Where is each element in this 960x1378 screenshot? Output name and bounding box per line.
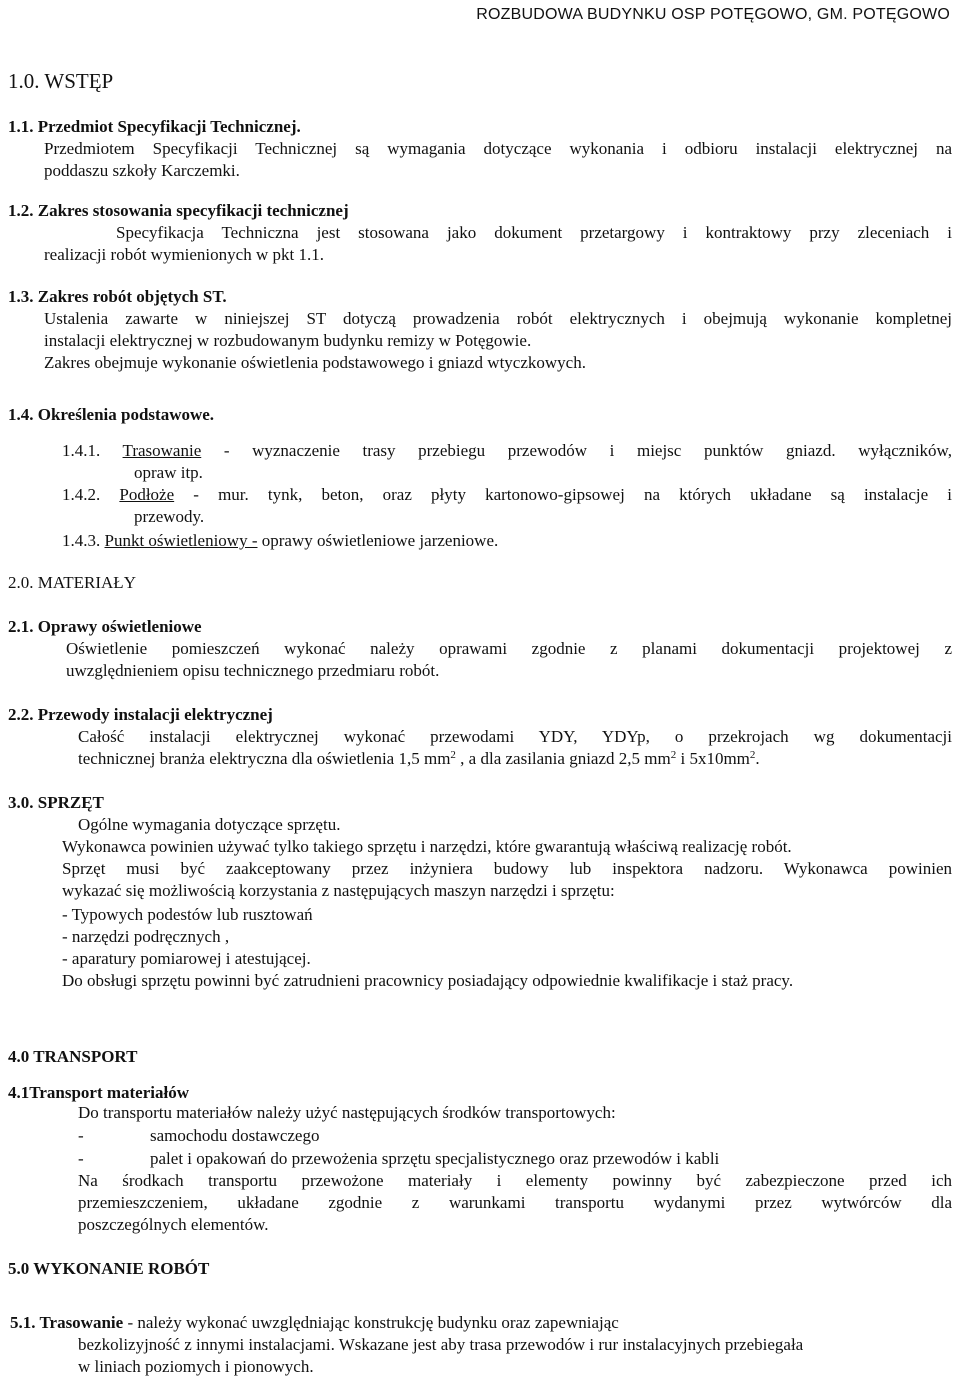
section-4-title: 4.0 TRANSPORT	[8, 1047, 138, 1066]
superscript: 2	[450, 749, 456, 761]
superscript: 2	[749, 749, 756, 761]
section-2-2-text-line: Całość instalacji elektrycznej wykonać przewodami YDY, YDYp, o przekrojach wg dokumentacji	[78, 727, 952, 746]
section-3-text-line: Ogólne wymagania dotyczące sprzętu.	[78, 815, 341, 834]
section-2-1-heading: 2.1. Oprawy oświetleniowe	[8, 617, 202, 636]
section-3-text-line: Wykonawca powinien używać tylko takiego sprzętu i narzędzi, które gwarantują właściwą realizację robót.	[62, 837, 792, 856]
section-2-1-text-line: Oświetlenie pomieszczeń wykonać należy oprawami zgodnie z planami dokumentacji projektowej z	[66, 639, 952, 658]
section-4-1-heading: 4.1Transport materiałów	[8, 1083, 189, 1102]
section-2-2-text-line: technicznej branża elektryczna dla oświetlenia 1,5 $mm^2$ , a dla zasilania gniazd 2,5 $mm^2$ i $5x10mm^2$.	[78, 749, 760, 768]
equipment-list-item: - aparatury pomiarowej i atestującej.	[62, 949, 311, 968]
equipment-list-item: - narzędzi podręcznych ,	[62, 927, 230, 946]
section-4-1-text-line: Do transportu materiałów należy użyć następujących środków transportowych:	[78, 1103, 616, 1122]
transport-list-item: samochodu dostawczego	[150, 1126, 320, 1145]
section-3-title: 3.0. SPRZĘT	[8, 793, 104, 812]
definition-podloze-cont: przewody.	[134, 507, 205, 526]
section-1-2-text-line: realizacji robót wymienionych w pkt 1.1.	[44, 245, 324, 264]
section-4-1-text-line: Na środkach transportu przewożone materiały i elementy powinny być zabezpieczone przed ich	[78, 1171, 952, 1190]
section-3-text-line: wykazać się możliwością korzystania z następujących maszyn narzędzi i sprzętu:	[62, 881, 615, 900]
section-1-3-text-line: Zakres obejmuje wykonanie oświetlenia podstawowego i gniazd wtyczkowych.	[44, 353, 586, 372]
section-1-2-text-line: Specyfikacja Techniczna jest stosowana jako dokument przetargowy i kontraktowy przy zleceniach i	[116, 223, 952, 242]
section-3-text-line: Do obsługi sprzętu powinni być zatrudnieni pracownicy posiadający odpowiednie kwalifikacje i staż pracy.	[62, 971, 794, 990]
section-5-title: 5.0 WYKONANIE ROBÓT	[8, 1259, 210, 1278]
section-3-text-line: Sprzęt musi być zaakceptowany przez inżyniera budowy lub inspektora nadzoru. Wykonawca powinien	[62, 859, 952, 878]
section-1-1-text-line: poddaszu szkoły Karczemki.	[44, 161, 240, 180]
section-1-3-text-line: Ustalenia zawarte w niniejszej ST dotyczą prowadzenia robót elektrycznych i obejmują wykonanie kompletnej	[44, 309, 952, 328]
superscript: 2	[670, 749, 677, 761]
definition-trasowanie: 1.4.1. Trasowanie - wyznaczenie trasy przebiegu przewodów i miejsc punktów gniazd. wyłączników,	[62, 441, 952, 460]
section-2-1-text-line: uwzględnieniem opisu technicznego przedmiaru robót.	[66, 661, 440, 680]
transport-list-dash: -	[78, 1126, 84, 1145]
definition-punkt-oswietleniowy: 1.4.3. Punkt oświetleniowy - oprawy oświetleniowe jarzeniowe.	[62, 531, 499, 550]
section-1-3-heading: 1.3. Zakres robót objętych ST.	[8, 287, 227, 306]
section-4-1-text-line: przemieszczeniem, układane zgodnie z warunkami transportu wydanymi przez wytwórców dla	[78, 1193, 952, 1212]
section-1-3-text-line: instalacji elektrycznej w rozbudowanym budynku remizy w Potęgowie.	[44, 331, 532, 350]
section-5-1-line: 5.1. Trasowanie - należy wykonać uwzględniając konstrukcję budynku oraz zapewniając	[10, 1313, 619, 1332]
equipment-list-item: - Typowych podestów lub rusztowań	[62, 905, 313, 924]
section-1-4-heading: 1.4. Określenia podstawowe.	[8, 405, 215, 424]
section-1-1-text-line: Przedmiotem Specyfikacji Technicznej są wymagania dotyczące wykonania i odbioru instalacji elektrycznej na	[44, 139, 952, 158]
section-5-1-text-line: bezkolizyjność z innymi instalacjami. Wskazane jest aby trasa przewodów i rur instalacyjnych przebiegała	[78, 1335, 804, 1354]
section-5-1-text-line: w liniach poziomych i pionowych.	[78, 1357, 314, 1376]
section-2-2-heading: 2.2. Przewody instalacji elektrycznej	[8, 705, 273, 724]
section-1-1-heading: 1.1. Przedmiot Specyfikacji Technicznej.	[8, 117, 301, 136]
transport-list-dash: -	[78, 1149, 84, 1168]
section-1-2-heading: 1.2. Zakres stosowania specyfikacji technicznej	[8, 201, 349, 220]
section-2-title: 2.0. MATERIAŁY	[8, 573, 136, 592]
definition-trasowanie-cont: opraw itp.	[134, 463, 203, 482]
section-4-1-text-line: poszczególnych elementów.	[78, 1215, 269, 1234]
transport-list-item: palet i opakowań do przewożenia sprzętu specjalistycznego oraz przewodów i kabli	[150, 1149, 720, 1168]
definition-podloze: 1.4.2. Podłoże - mur. tynk, beton, oraz płyty kartonowo-gipsowej na których układane są instalacje i	[62, 485, 952, 504]
page-header: ROZBUDOWA BUDYNKU OSP POTĘGOWO, GM. POTĘGOWO	[476, 6, 950, 23]
section-1-title: 1.0. WSTĘP	[8, 69, 114, 93]
